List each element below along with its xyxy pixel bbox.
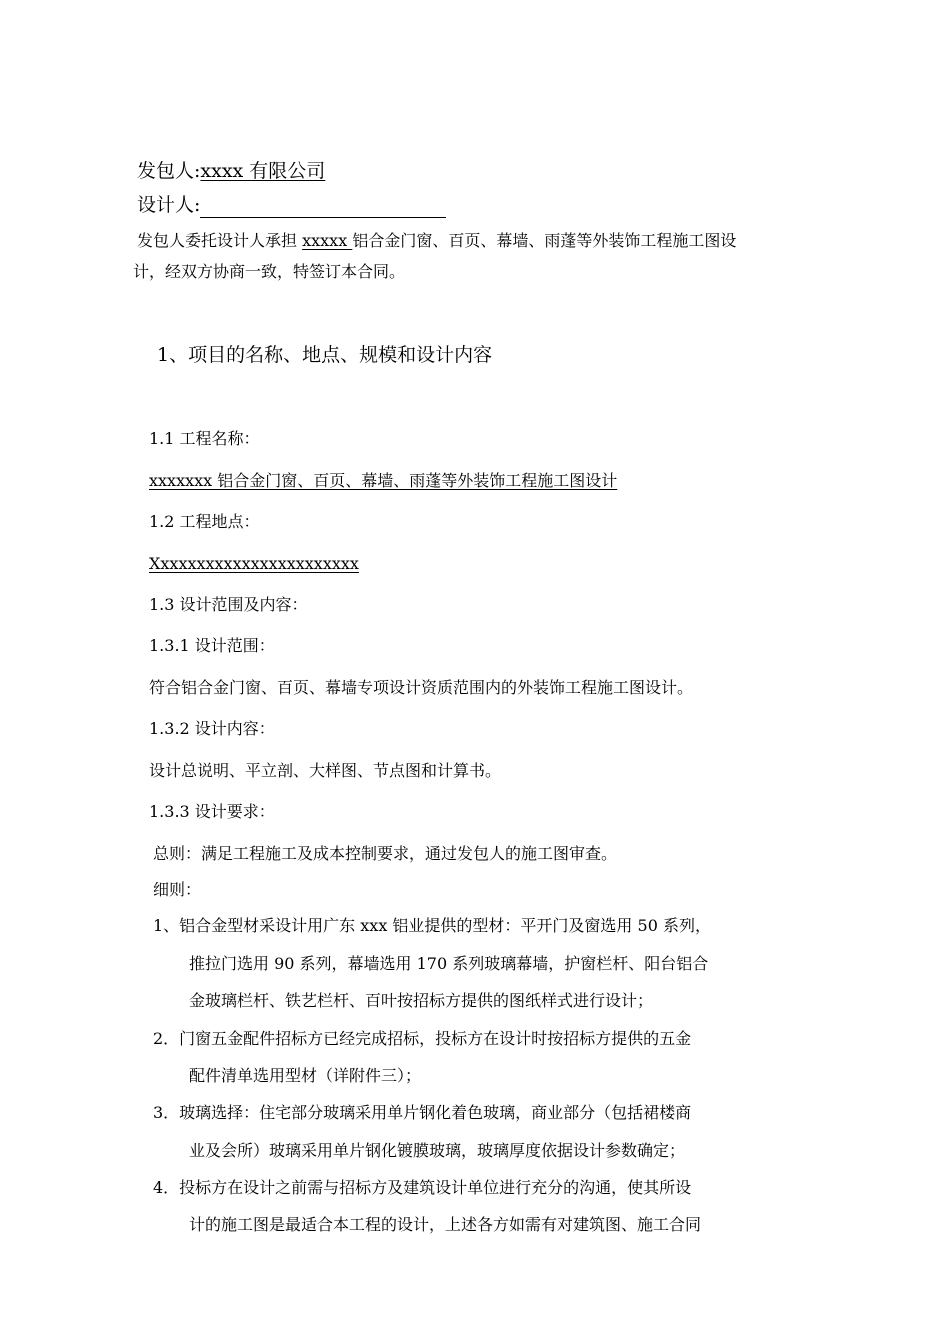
intro-line-1	[137, 229, 736, 253]
designer-line	[137, 192, 446, 218]
employer-line	[137, 158, 325, 184]
employer-value: xxxx 有限公司	[200, 160, 326, 182]
section-1-heading: 1、项目的名称、地点、规模和设计内容	[157, 344, 493, 366]
item-1-line-1: 1、铝合金型材采设计用广东 xxx 铝业提供的型材：平开门及窗选用 50 系列，	[153, 916, 711, 935]
item-4-line-1: 4．投标方在设计之前需与招标方及建筑设计单位进行充分的沟通，使其所设	[153, 1178, 692, 1197]
s132-value: 设计总说明、平立剖、大样图、节点图和计算书。	[149, 761, 502, 780]
intro-text-a: 发包人委托设计人承担	[137, 231, 298, 250]
s133-label: 1.3.3 设计要求：	[149, 802, 275, 821]
designer-label: 设计人:	[137, 194, 201, 216]
s12-label: 1.2 工程地点：	[149, 512, 260, 531]
intro-line-2: 计，经双方协商一致，特签订本合同。	[133, 262, 406, 281]
item-1-line-2: 推拉门选用 90 系列，幕墙选用 170 系列玻璃幕墙，护窗栏杆、阳台铝合	[189, 954, 709, 973]
s12-value: Xxxxxxxxxxxxxxxxxxxxxxx	[149, 554, 359, 573]
item-3-line-2: 业及会所）玻璃采用单片钢化镀膜玻璃，玻璃厚度依据设计参数确定；	[189, 1141, 686, 1160]
s11-value: xxxxxxx 铝合金门窗、百页、幕墙、雨蓬等外装饰工程施工图设计	[149, 471, 618, 490]
item-2-line-2: 配件清单选用型材（详附件三）；	[189, 1066, 422, 1085]
item-2-line-1: 2．门窗五金配件招标方已经完成招标，投标方在设计时按招标方提供的五金	[153, 1029, 692, 1048]
s132-label: 1.3.2 设计内容：	[149, 719, 275, 738]
general-rule: 总则：满足工程施工及成本控制要求，通过发包人的施工图审查。	[153, 844, 618, 863]
intro-text-c: 铝合金门窗、百页、幕墙、雨蓬等外装饰工程施工图设	[352, 231, 737, 250]
s131-label: 1.3.1 设计范围：	[149, 636, 275, 655]
employer-label: 发包人:	[137, 160, 201, 182]
item-4-line-2: 计的施工图是最适合本工程的设计，上述各方如需有对建筑图、施工合同	[189, 1215, 702, 1234]
item-1-line-3: 金玻璃栏杆、铁艺栏杆、百叶按招标方提供的图纸样式进行设计；	[189, 991, 654, 1010]
intro-project-name: xxxxx	[302, 231, 353, 250]
designer-blank	[200, 195, 446, 218]
s13-label: 1.3 设计范围及内容：	[149, 595, 308, 614]
s131-value: 符合铝合金门窗、百页、幕墙专项设计资质范围内的外装饰工程施工图设计。	[149, 678, 694, 697]
detail-label: 细则：	[153, 880, 202, 899]
s11-label: 1.1 工程名称：	[149, 429, 260, 448]
item-3-line-1: 3．玻璃选择：住宅部分玻璃采用单片钢化着色玻璃，商业部分（包括裙楼商	[153, 1103, 692, 1122]
